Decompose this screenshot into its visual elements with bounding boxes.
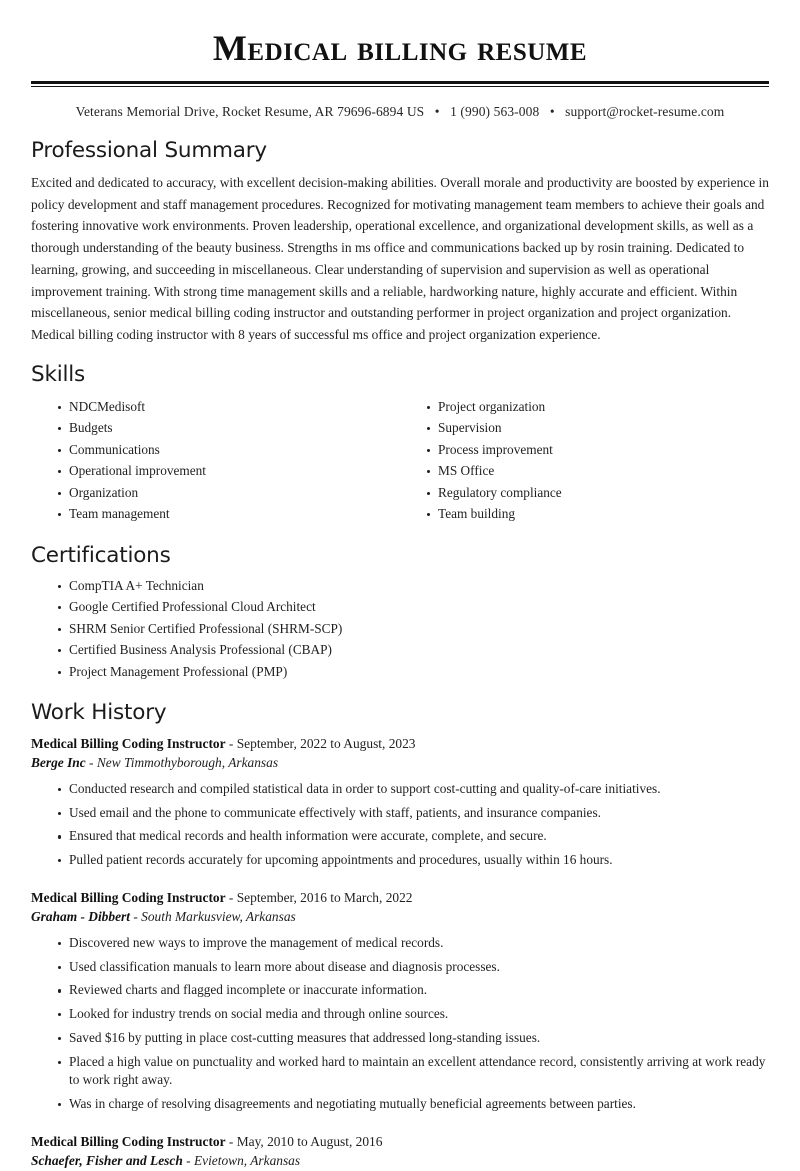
job-separator: -	[228, 890, 234, 906]
section-professional-summary	[31, 138, 769, 346]
section-work-history	[31, 700, 769, 1170]
job-title: Medical Billing Coding Instructor	[31, 890, 226, 906]
skills-list-left	[31, 398, 400, 527]
job-title: Medical Billing Coding Instructor	[31, 1133, 226, 1149]
job-location: South Markusview, Arkansas	[141, 909, 296, 925]
job-separator: -	[228, 736, 234, 752]
list-item: Used email and the phone to communicate effectively with staff, patients, and insurance companies.	[58, 804, 769, 828]
list-item: MS Office	[427, 462, 769, 484]
section-heading-work-history: Work History	[31, 700, 167, 726]
title-divider	[31, 81, 769, 87]
list-item: Communications	[58, 441, 400, 463]
job-dates: May, 2010 to August, 2016	[236, 1133, 383, 1149]
job-company-line	[31, 907, 769, 926]
job-dates: September, 2016 to March, 2022	[236, 890, 413, 906]
summary-paragraph: Excited and dedicated to accuracy, with excellent decision-making abilities. Overall morale and productivity are boosted by experience in policy development and staff management procedures. Recognized for motivating management team members to achieve their goals and fostering innovative work environments. Proven leadership, operational excellence, and organizational development skills, as well as a thorough understanding of the beauty business. Strengths in ms office and communications backed up by rosin training. Dedicated to learning, growing, and succeeding in miscellaneous. Clear understanding of supervision and supervision as well as operational improvement training. With strong time management skills and a reliable, hardworking nature, highly accurate and efficient. Within miscellaneous, senior medical billing coding instructor and outstanding performer in project organization and project organization. Medical billing coding instructor with 8 years of successful ms office and project organization experience.	[31, 175, 769, 342]
list-item: Process improvement	[427, 441, 769, 463]
section-certifications	[31, 543, 769, 685]
list-item: Pulled patient records accurately for upcoming appointments and procedures, usually within 16 hours.	[58, 851, 769, 875]
list-item: Ensured that medical records and health information were accurate, complete, and secure.	[58, 827, 769, 851]
list-item: Regulatory compliance	[427, 484, 769, 506]
list-item: Team management	[58, 505, 400, 527]
section-heading-summary: Professional Summary	[31, 138, 267, 164]
list-item: Project Management Professional (PMP)	[58, 663, 769, 685]
skills-column-right	[400, 396, 769, 527]
section-heading-certifications: Certifications	[31, 542, 171, 568]
contact-phone: 1 (990) 563-008	[450, 104, 540, 120]
list-item: Certified Business Analysis Professional (CBAP)	[58, 641, 769, 663]
contact-email[interactable]: support@rocket-resume.com	[565, 104, 725, 120]
list-item: Project organization	[427, 398, 769, 420]
list-item: Reviewed charts and flagged incomplete or inaccurate information.	[58, 981, 769, 1005]
list-item: Google Certified Professional Cloud Architect	[58, 598, 769, 620]
job-company-line	[31, 1151, 769, 1170]
job-separator: -	[228, 1133, 234, 1149]
job-company: Schaefer, Fisher and Lesch	[31, 1153, 183, 1169]
job-title: Medical Billing Coding Instructor	[31, 736, 226, 752]
list-item: Conducted research and compiled statistical data in order to support cost-cutting and quality-of-care initiatives.	[58, 780, 769, 804]
list-item: SHRM Senior Certified Professional (SHRM-SCP)	[58, 620, 769, 642]
job-title-line	[31, 734, 769, 753]
list-item: Looked for industry trends on social media and through online sources.	[58, 1005, 769, 1029]
section-skills	[31, 362, 769, 527]
certifications-list	[31, 577, 769, 685]
list-item: Operational improvement	[58, 462, 400, 484]
list-item: CompTIA A+ Technician	[58, 577, 769, 599]
job-company: Graham - Dibbert	[31, 909, 130, 925]
job-title-line	[31, 888, 769, 907]
job-location: New Timmothyborough, Arkansas	[96, 755, 279, 771]
list-item: Saved $16 by putting in place cost-cutting measures that addressed long-standing issues.	[58, 1029, 769, 1053]
list-item: NDCMedisoft	[58, 398, 400, 420]
contact-separator-2: •	[549, 104, 555, 120]
list-item: Organization	[58, 484, 400, 506]
job-company-line	[31, 753, 769, 772]
contact-address: Veterans Memorial Drive, Rocket Resume, AR 79696-6894 US	[75, 104, 425, 120]
section-heading-skills: Skills	[31, 361, 86, 387]
list-item: Supervision	[427, 419, 769, 441]
work-history-entry	[31, 888, 769, 1119]
page-title: Medical billing resume	[212, 28, 588, 68]
job-dates: September, 2022 to August, 2023	[236, 736, 416, 752]
job-bullets	[31, 934, 769, 1119]
job-location: Evietown, Arkansas	[193, 1153, 301, 1169]
list-item: Team building	[427, 505, 769, 527]
list-item: Budgets	[58, 419, 400, 441]
skills-list-right	[400, 398, 769, 527]
skills-columns	[31, 396, 769, 527]
list-item: Placed a high value on punctuality and worked hard to maintain an excellent attendance record, consistently arriving at work ready to work right away.	[58, 1053, 769, 1095]
work-history-entry	[31, 1132, 769, 1171]
list-item: Discovered new ways to improve the management of medical records.	[58, 934, 769, 958]
work-history-entry	[31, 734, 769, 875]
job-title-line	[31, 1132, 769, 1151]
job-bullets	[31, 780, 769, 875]
job-separator: -	[89, 755, 94, 771]
skills-column-left	[31, 396, 400, 527]
contact-line	[31, 103, 769, 122]
list-item: Was in charge of resolving disagreements and negotiating mutually beneficial agreements between parties.	[58, 1095, 769, 1119]
list-item: Used classification manuals to learn more about disease and diagnosis processes.	[58, 958, 769, 982]
contact-separator-1: •	[434, 104, 440, 120]
job-separator: -	[186, 1153, 191, 1169]
job-company: Berge Inc	[31, 755, 86, 771]
job-separator: -	[133, 909, 138, 925]
